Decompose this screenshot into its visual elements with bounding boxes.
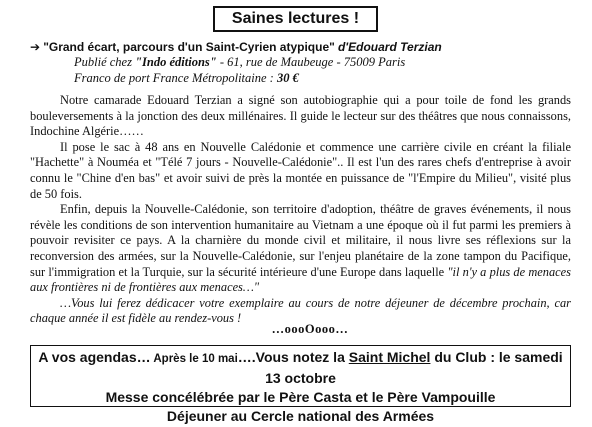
agenda-box [30, 345, 571, 424]
book-author: d'Edouard Terzian [337, 40, 442, 54]
shipping-line [74, 71, 554, 86]
paragraph-3-text: Enfin, depuis la Nouvelle-Calédonie, son territoire d'adoption, théâtre de graves événements, il nous révèle les conditions de son intervention humanitaire au Vietnam a une époque où il fut parmi les premiers à pouvoir revisiter ce pays. A la charnière du monde civil et militaire, il nous livre ses réflexions sur la reconversion des armées, sur la Nouvelle-Calédonie, sur l'enjeu planétaire de la zone tampon du Pacifique, sur l'immigration et la Turquie, sur la sécurité intérieure d'une Europe dans laquelle [30, 202, 571, 279]
book-reference [30, 40, 570, 55]
section-title: Saines lectures ! [213, 6, 378, 32]
agenda-line-1 [31, 348, 570, 388]
closing-paragraph: …Vous lui ferez dédicacer votre exemplaire au cours de notre déjeuner de décembre prochain, car chaque année il est fidèle au rendez-vous ! [30, 295, 571, 326]
agenda-mid: ….Vous notez la [237, 349, 349, 365]
publisher-line [74, 55, 554, 70]
review-body [30, 93, 571, 327]
agenda-lead: A vos agendas… [38, 349, 151, 365]
paragraph-2: Il pose le sac à 48 ans en Nouvelle Calédonie et commence une carrière civile en créant la filiale "Hachette" à Nouméa et "Télé 7 jours - Nouvelle-Calédonie".. Il est l'un des rares chefs d'entreprise à avoir connu le "Chine d'en bas" et avoir suivi de près la montée en puissance de "l'Empire du Milieu", visité plus de 50 fois. [30, 139, 571, 201]
book-title: "Grand écart, parcours d'un Saint-Cyrien atypique" [43, 40, 335, 54]
shipping-prefix: Franco de port France Métropolitaine : [74, 71, 277, 85]
agenda-line-3: Déjeuner au Cercle national des Armées [166, 408, 435, 424]
paragraph-1: Notre camarade Edouard Terzian a signé son autobiographie qui a pour toile de fond les grands bouleversements à la jonction des deux millénaires. Il guide le lecteur sur des théâtres que nous connaissons, Indochine Algérie…… [30, 93, 571, 139]
publisher-prefix: Publié chez [74, 55, 136, 69]
arrow-icon: ➔ [30, 40, 41, 54]
paragraph-3-quote: "il n'y a plus de menaces aux frontières ni de frontières aux menaces…" [30, 264, 571, 295]
agenda-place: Saint Michel [348, 349, 431, 365]
paragraph-3 [30, 202, 571, 296]
publisher-name: "Indo éditions" [135, 55, 217, 69]
agenda-small: Après le 10 mai [150, 353, 238, 365]
publisher-address: - 61, rue de Maubeuge - 75009 Paris [216, 55, 406, 69]
book-price: 30 € [276, 71, 299, 85]
agenda-line-2: Messe concélébrée par le Père Casta et le Père Vampouille [105, 389, 496, 405]
agenda-rest: du Club : le samedi 13 octobre [265, 349, 563, 386]
separator: …oooOooo… [271, 322, 349, 336]
